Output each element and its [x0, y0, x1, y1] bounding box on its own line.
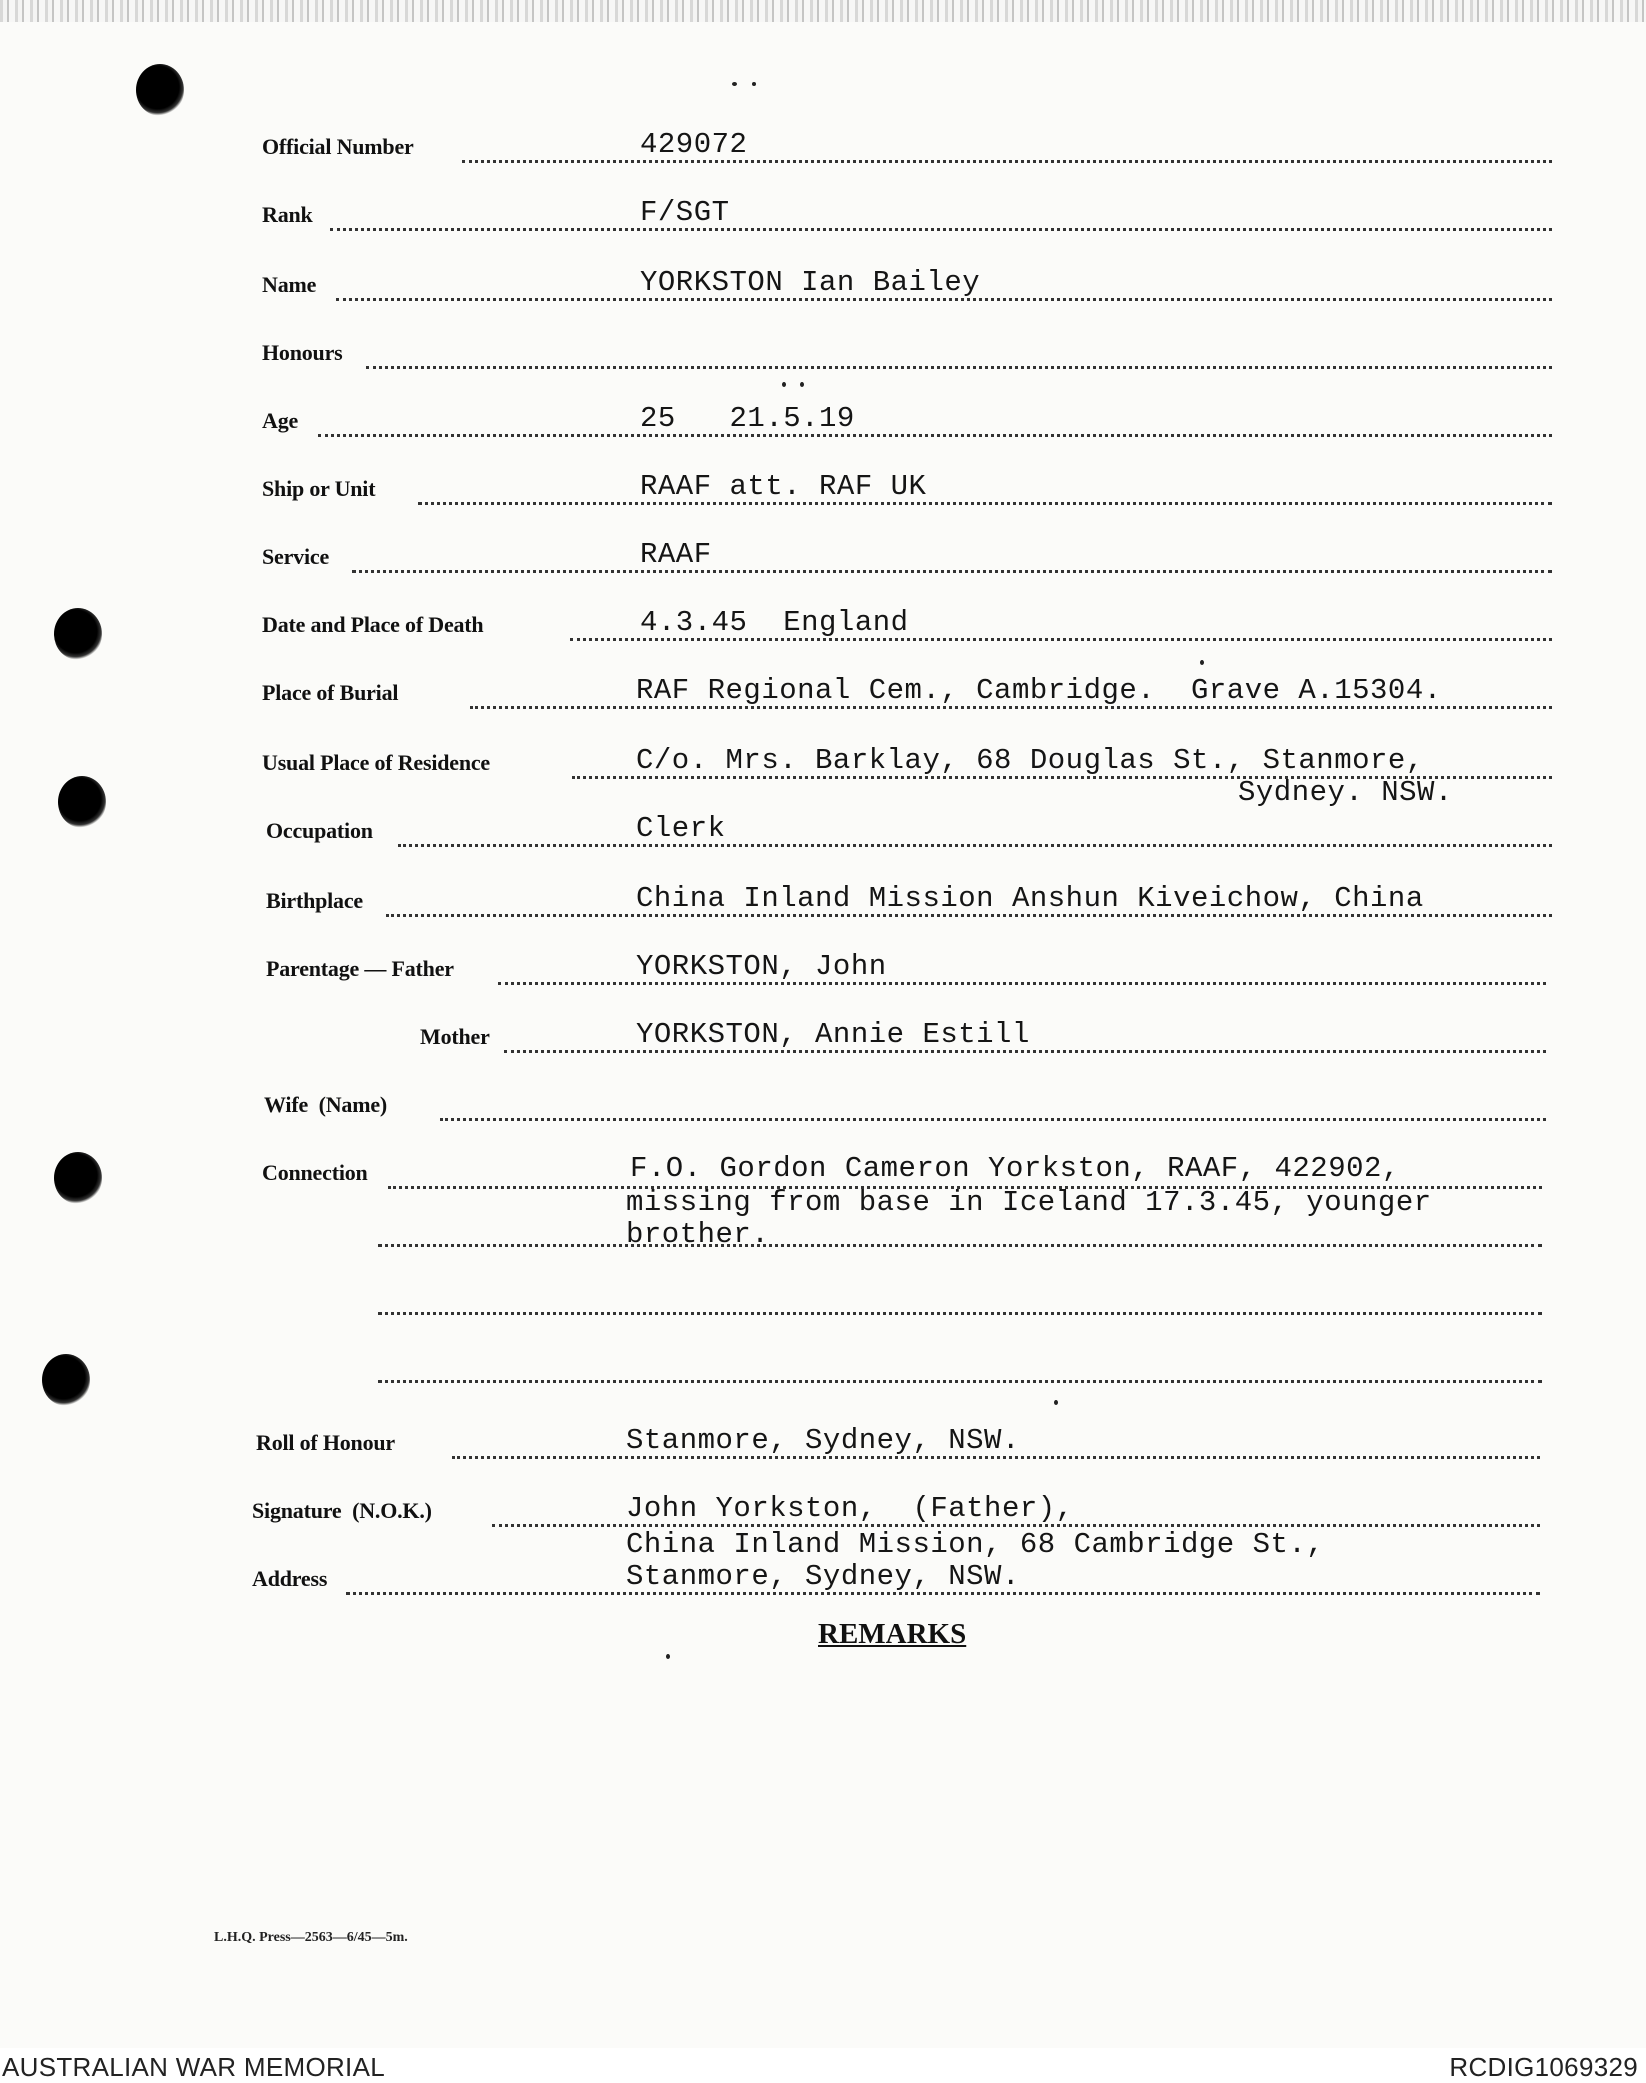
- value-birthplace: China Inland Mission Anshun Kiveichow, China: [636, 882, 1424, 915]
- value-residence-line2: Sydney. NSW.: [1238, 776, 1453, 809]
- value-roll-of-honour: Stanmore, Sydney, NSW.: [626, 1424, 1020, 1457]
- footer-source: AUSTRALIAN WAR MEMORIAL: [2, 2052, 385, 2082]
- field-name: [0, 268, 1646, 308]
- scan-edge: [0, 0, 1646, 22]
- label-official-number: Official Number: [262, 134, 414, 159]
- field-birthplace: [0, 884, 1646, 924]
- value-age: 25 21.5.19: [640, 402, 855, 435]
- field-rank: [0, 198, 1646, 238]
- value-ship-or-unit: RAAF att. RAF UK: [640, 470, 927, 503]
- field-mother: [0, 1020, 1646, 1060]
- value-service: RAAF: [640, 538, 712, 571]
- field-residence: [0, 746, 1646, 816]
- value-date-place-death: 4.3.45 England: [640, 606, 909, 639]
- field-official-number: [0, 130, 1646, 170]
- value-name: YORKSTON Ian Bailey: [640, 266, 981, 299]
- label-wife: Wife (Name): [264, 1092, 388, 1117]
- label-service: Service: [262, 544, 330, 569]
- label-address: Address: [252, 1566, 328, 1591]
- field-roll-of-honour: [0, 1426, 1646, 1466]
- label-date-place-death: Date and Place of Death: [262, 612, 484, 637]
- field-connection: [0, 1152, 1646, 1406]
- field-father: [0, 952, 1646, 992]
- label-father: Parentage — Father: [266, 956, 454, 981]
- punch-hole-icon: [136, 64, 184, 116]
- value-official-number: 429072: [640, 128, 748, 161]
- label-occupation: Occupation: [266, 818, 373, 843]
- field-occupation: [0, 814, 1646, 854]
- label-signature: Signature (N.O.K.): [252, 1498, 432, 1523]
- value-place-of-burial: RAF Regional Cem., Cambridge. Grave A.15304.: [636, 674, 1442, 707]
- label-ship-or-unit: Ship or Unit: [262, 476, 376, 501]
- value-occupation: Clerk: [636, 812, 726, 845]
- field-service: [0, 540, 1646, 580]
- field-honours: [0, 336, 1646, 376]
- value-mother: YORKSTON, Annie Estill: [636, 1018, 1030, 1051]
- value-residence: C/o. Mrs. Barklay, 68 Douglas St., Stanmore,: [636, 744, 1424, 777]
- print-code: L.H.Q. Press—2563—6/45—5m.: [214, 1930, 408, 1945]
- label-mother: Mother: [420, 1024, 490, 1049]
- label-place-of-burial: Place of Burial: [262, 680, 399, 705]
- label-connection: Connection: [262, 1160, 368, 1185]
- label-name: Name: [262, 272, 317, 297]
- value-father: YORKSTON, John: [636, 950, 887, 983]
- field-address: [0, 1528, 1646, 1602]
- field-wife: [0, 1088, 1646, 1128]
- field-place-of-burial: [0, 676, 1646, 716]
- value-connection-line2: missing from base in Iceland 17.3.45, younger: [626, 1186, 1432, 1219]
- label-age: Age: [262, 408, 299, 433]
- value-signature: John Yorkston, (Father),: [626, 1492, 1074, 1525]
- label-rank: Rank: [262, 202, 313, 227]
- field-ship-or-unit: [0, 472, 1646, 512]
- label-birthplace: Birthplace: [266, 888, 363, 913]
- value-connection-line1: F.O. Gordon Cameron Yorkston, RAAF, 422902,: [630, 1152, 1400, 1185]
- remarks-heading: REMARKS: [818, 1618, 967, 1650]
- footer-record-id: RCDIG1069329: [1449, 2052, 1638, 2082]
- footer-bar: [0, 2048, 1646, 2082]
- value-address: Stanmore, Sydney, NSW.: [626, 1560, 1020, 1593]
- value-connection-line3: brother.: [626, 1218, 770, 1251]
- label-honours: Honours: [262, 340, 343, 365]
- label-roll-of-honour: Roll of Honour: [256, 1430, 395, 1455]
- label-residence: Usual Place of Residence: [262, 750, 490, 775]
- value-rank: F/SGT: [640, 196, 730, 229]
- value-address-line1: China Inland Mission, 68 Cambridge St.,: [626, 1528, 1325, 1561]
- field-date-place-death: [0, 608, 1646, 648]
- field-age: [0, 404, 1646, 444]
